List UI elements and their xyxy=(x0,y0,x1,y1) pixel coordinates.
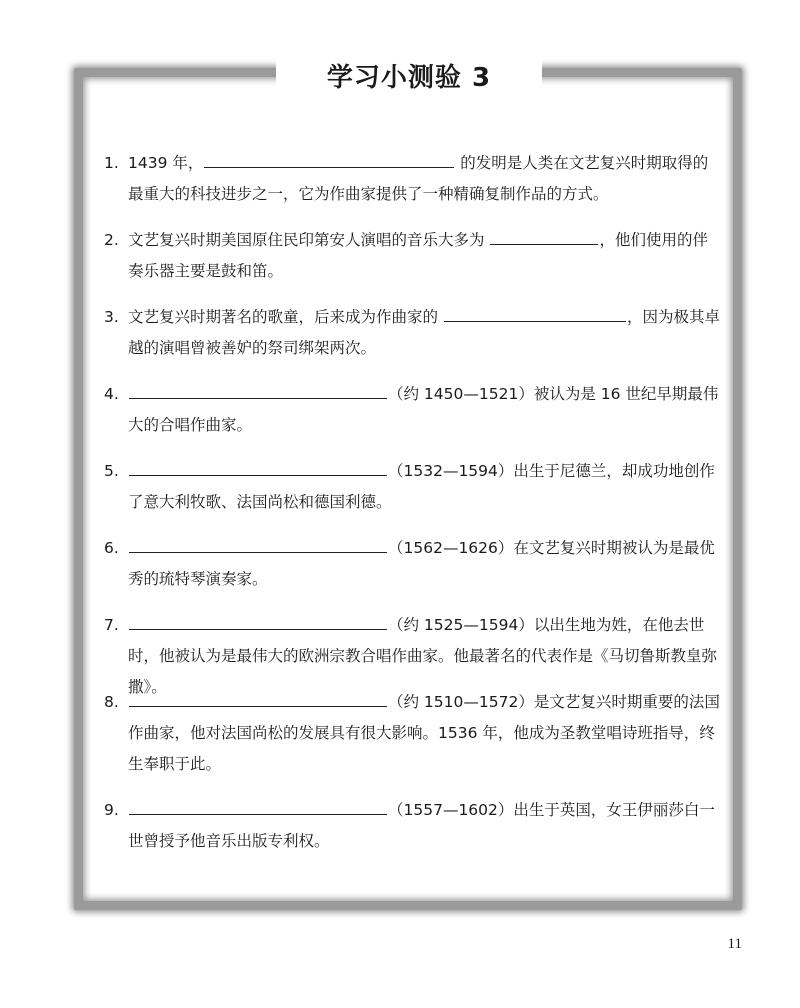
answer-blank[interactable] xyxy=(444,305,626,322)
page-number: 11 xyxy=(727,936,742,952)
question-number: 6. xyxy=(104,539,119,557)
question-text: （约 1450—1521）被认为是 16 世纪早期最伟大的合唱作曲家。 xyxy=(128,379,720,441)
answer-blank[interactable] xyxy=(129,690,387,707)
question-text: （约 1510—1572）是文艺复兴时期重要的法国作曲家，他对法国尚松的发展具有很大影响。1536 年，他成为圣教堂唱诗班指导，终生奉职于此。 xyxy=(128,687,720,780)
question-number: 1. xyxy=(104,154,119,172)
question-text: （1557—1602）出生于英国，女王伊丽莎白一世曾授予他音乐出版专利权。 xyxy=(128,795,720,857)
answer-blank[interactable] xyxy=(129,459,387,476)
question-number: 2. xyxy=(104,231,119,249)
question-number: 8. xyxy=(104,693,119,711)
answer-blank[interactable] xyxy=(204,151,454,168)
question-text: （1562—1626）在文艺复兴时期被认为是最优秀的琉特琴演奏家。 xyxy=(128,533,720,595)
answer-blank[interactable] xyxy=(129,613,387,630)
page-title: 学习小测验 3 xyxy=(326,63,492,93)
question-text: 文艺复兴时期著名的歌童，后来成为作曲家的 ，因为极其卓越的演唱曾被善妒的祭司绑架两次。 xyxy=(128,302,720,364)
question-text: （约 1525—1594）以出生地为姓，在他去世时，他被认为是最伟大的欧洲宗教合唱作曲家。他最著名的代表作是《马切鲁斯教皇弥撒》。 xyxy=(128,610,720,703)
question-text: （1532—1594）出生于尼德兰，却成功地创作了意大利牧歌、法国尚松和德国利德。 xyxy=(128,456,720,518)
question-text: 1439 年， 的发明是人类在文艺复兴时期取得的最重大的科技进步之一，它为作曲家提供了一种精确复制作品的方式。 xyxy=(128,148,720,210)
answer-blank[interactable] xyxy=(129,798,387,815)
answer-blank[interactable] xyxy=(490,228,598,245)
question-text: 文艺复兴时期美国原住民印第安人演唱的音乐大多为 ，他们使用的伴奏乐器主要是鼓和笛。 xyxy=(128,225,720,287)
question-number: 4. xyxy=(104,385,119,403)
question-number: 3. xyxy=(104,308,119,326)
answer-blank[interactable] xyxy=(129,536,387,553)
question-number: 7. xyxy=(104,616,119,634)
question-number: 5. xyxy=(104,462,119,480)
question-number: 9. xyxy=(104,801,119,819)
answer-blank[interactable] xyxy=(129,382,387,399)
